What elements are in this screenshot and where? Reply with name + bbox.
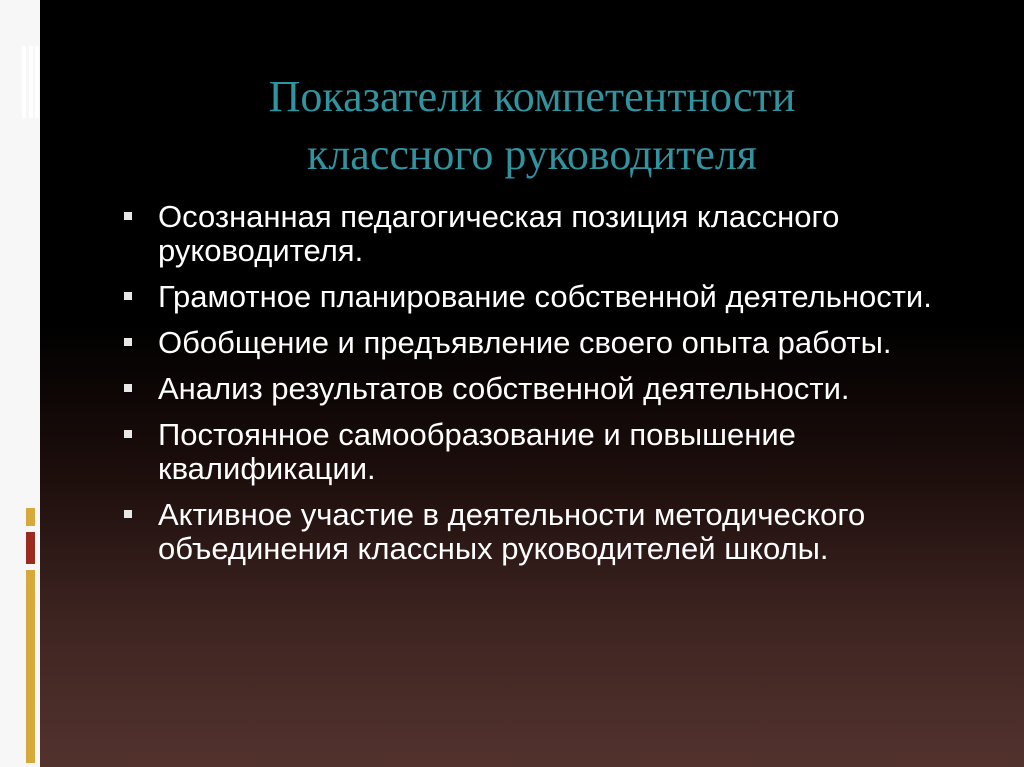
square-bullet-icon — [124, 338, 132, 346]
list-item — [118, 200, 978, 268]
deco-segment-red — [26, 532, 35, 564]
deco-bar — [22, 46, 26, 118]
top-decorative-bars — [22, 46, 40, 118]
list-item-text: Грамотное планирование собственной деятельности. — [158, 279, 932, 314]
bottom-decorative-bars — [26, 508, 38, 763]
list-item-text: Анализ результатов собственной деятельности. — [158, 371, 850, 406]
slide-title-line-1: Показатели компетентности — [268, 72, 796, 121]
square-bullet-icon — [124, 384, 132, 392]
list-item-text: Обобщение и предъявление своего опыта работы. — [158, 325, 892, 360]
square-bullet-icon — [124, 292, 132, 300]
list-item — [118, 498, 978, 566]
slide-title-line-2: классного руководителя — [306, 130, 758, 179]
list-item — [118, 326, 978, 360]
square-bullet-icon — [124, 430, 132, 438]
deco-bar — [35, 46, 39, 118]
list-item-text: Постоянное самообразование и повышение квалификации. — [158, 417, 796, 486]
square-bullet-icon — [124, 212, 132, 220]
square-bullet-icon — [124, 510, 132, 518]
bullet-list — [118, 200, 978, 578]
list-item-text: Активное участие в деятельности методического объединения классных руководителей школы. — [158, 497, 866, 566]
deco-segment-yellow — [26, 570, 35, 763]
list-item — [118, 418, 978, 486]
deco-segment-yellow — [26, 508, 35, 526]
slide-title — [40, 68, 1024, 184]
list-item — [118, 280, 978, 314]
list-item-text: Осознанная педагогическая позиция классного руководителя. — [158, 199, 840, 268]
list-item — [118, 372, 978, 406]
deco-bar — [29, 46, 33, 118]
